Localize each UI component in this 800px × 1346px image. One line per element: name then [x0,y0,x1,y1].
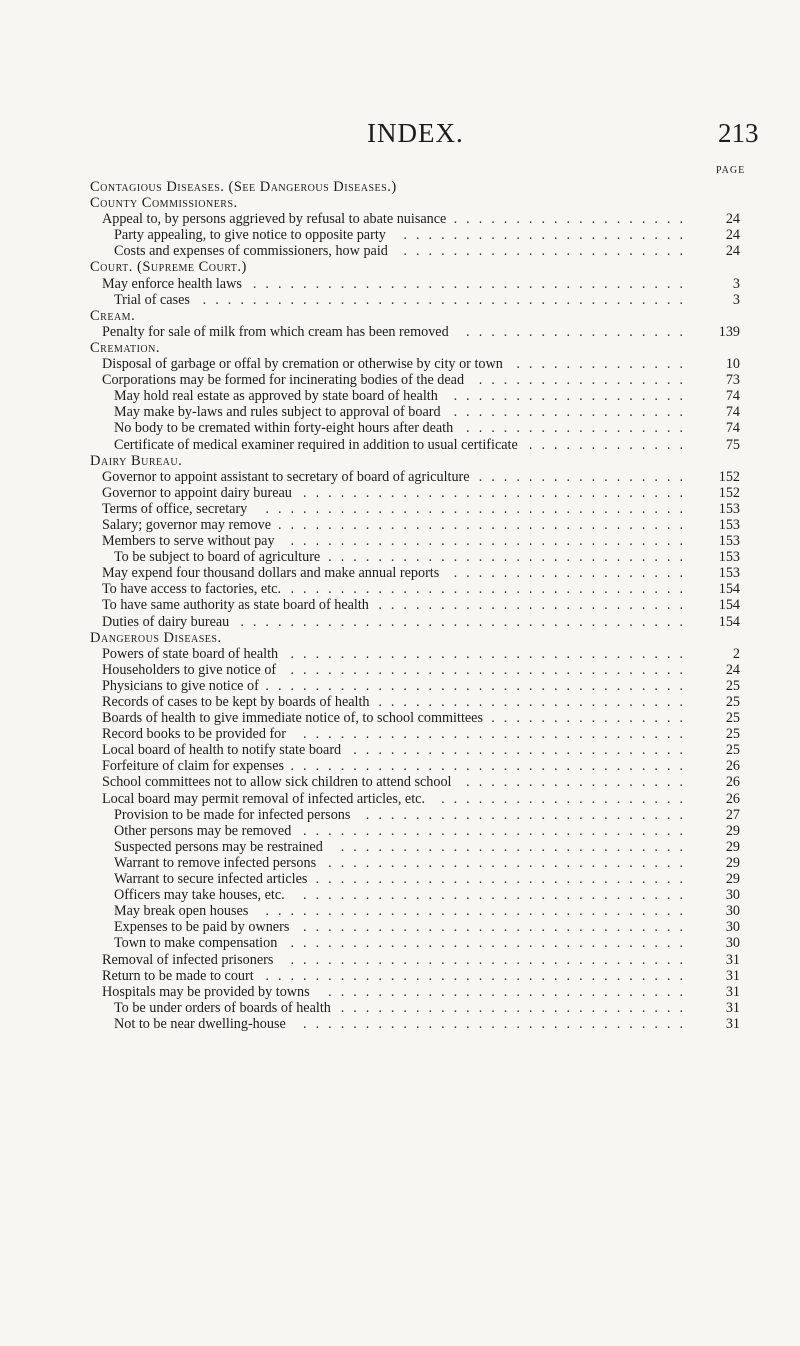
index-heading [90,340,740,356]
entry-page-number: 29 [725,854,740,871]
entry-page-number: 153 [718,500,740,517]
entry-text: Powers of state board of health [102,645,279,662]
entry-page-number: 30 [725,903,740,920]
page-number: 213 [718,118,759,148]
index-entry [90,726,740,742]
dot-leader: ............................... [303,726,692,743]
entry-text: May hold real estate as approved by state board of health [114,388,438,405]
entry-text: Local board may permit removal of infected articles, etc. [102,790,426,807]
entry-page-number: 3 [732,291,740,308]
index-heading [90,308,740,324]
index-entry [90,839,740,855]
entry-text: Penalty for sale of milk from which cream has been removed [102,323,449,340]
heading-text: Contagious Diseases. (See Dangerous Diseases.) [90,179,397,195]
entry-text: May enforce health laws [102,275,242,292]
dot-leader: ....................................... [202,291,692,308]
entry-text: Householders to give notice of [102,661,277,678]
dot-leader: ................................ [290,645,692,662]
index-entry [90,372,740,388]
dot-leader: .............................. [315,871,692,888]
entry-text: To have same authority as state board of health [102,597,369,614]
entry-text: Certificate of medical examiner required in addition to usual certificate [114,436,518,453]
entry-text: May expend four thousand dollars and make annual reports [102,565,440,582]
index-entry [90,710,740,726]
dot-leader: ................. [478,468,692,485]
index-entry [90,533,740,549]
dot-leader: ................................ [290,533,692,550]
index-entry [90,581,740,597]
index-entry [90,919,740,935]
entry-page-number: 25 [725,710,740,727]
dot-leader: ................................ [290,661,692,678]
dot-leader: ................................ [290,951,692,968]
entry-page-number: 152 [718,484,740,501]
index-entry [90,420,740,436]
dot-leader: ........................... [353,742,692,759]
entry-page-number: 25 [725,677,740,694]
dot-leader: .................. [466,323,692,340]
entry-page-number: 29 [725,838,740,855]
dot-leader: .................. [466,774,692,791]
entry-text: Costs and expenses of commissioners, how paid [114,243,388,260]
index-entries [90,179,740,1032]
entry-text: Return to be made to court [102,967,254,984]
entry-text: School committees not to allow sick children to attend school [102,774,452,791]
index-entry [90,469,740,485]
heading-text: Cream. [90,307,136,324]
dot-leader: ................ [491,710,692,727]
dot-leader: ......................... [378,694,692,710]
index-entry [90,565,740,581]
entry-text: Corporations may be formed for incinerating bodies of the dead [102,372,465,389]
entry-page-number: 26 [725,774,740,791]
dot-leader: ............................... [303,887,692,904]
entry-text: Warrant to remove infected persons [114,854,317,871]
entry-page-number: 26 [725,758,740,775]
index-entry [90,774,740,790]
index-entry [90,227,740,243]
entry-text: Removal of infected prisoners [102,951,274,968]
index-entry [90,243,740,259]
entry-page-number: 74 [725,404,740,421]
entry-text: Local board of health to notify state board [102,742,342,759]
entry-text: Forfeiture of claim for expenses [102,758,285,775]
entry-text: Trial of cases [114,291,190,308]
dot-leader: ............................. [328,983,692,1000]
dot-leader: .................... [441,790,692,807]
entry-text: Salary; governor may remove [102,516,272,533]
entry-text: Other persons may be removed [114,822,292,839]
entry-text: May make by-laws and rules subject to approval of board [114,404,441,421]
index-entry [90,807,740,823]
entry-page-number: 24 [725,661,740,678]
index-entry [90,903,740,919]
entry-text: Not to be near dwelling-house [114,1015,286,1032]
entry-page-number: 153 [718,533,740,550]
dot-leader: ....................... [403,243,692,260]
index-entry [90,871,740,887]
entry-text: May break open houses [114,903,249,920]
dot-leader: ................... [453,211,692,228]
dot-leader: .................................. [265,500,692,517]
entry-page-number: 25 [725,726,740,743]
entry-page-number: 153 [718,565,740,582]
page-title: INDEX. [367,118,464,148]
heading-text: Court. (Supreme Court.) [90,259,247,276]
dot-leader: .................................. [265,677,692,694]
entry-page-number: 73 [725,372,740,389]
dot-leader: ............................... [303,822,692,839]
heading-text: Dangerous Diseases. [90,629,222,646]
index-heading [90,259,740,275]
entry-page-number: 153 [718,549,740,566]
dot-leader: ............................... [303,1015,692,1032]
entry-page-number: 75 [725,436,740,453]
entry-page-number: 10 [725,356,740,373]
entry-page-number: 74 [725,388,740,405]
dot-leader: ................... [453,404,692,421]
entry-text: Party appealing, to give notice to opposite party [114,227,386,244]
entry-text: Record books to be provided for [102,726,287,743]
heading-text: Dairy Bureau. [90,452,183,469]
dot-leader: .................. [466,420,692,437]
dot-leader: ............................... [303,919,692,936]
entry-page-number: 31 [725,967,740,984]
page-column-label: PAGE [716,165,746,176]
index-heading [90,630,740,646]
index-entry [90,292,740,308]
index-entry [90,694,740,710]
index-entry [90,984,740,1000]
entry-text: Disposal of garbage or offal by cremation or otherwise by city or town [102,356,503,373]
entry-page-number: 152 [718,468,740,485]
index-entry [90,742,740,758]
entry-page-number: 29 [725,871,740,888]
dot-leader: ............................. [328,854,692,871]
entry-page-number: 153 [718,516,740,533]
dot-leader: ................. [478,372,692,389]
entry-text: Expenses to be paid by owners [114,919,290,936]
index-entry [90,388,740,404]
index-entry [90,517,740,533]
heading-text: County Commissioners. [90,195,238,212]
index-entry [90,855,740,871]
dot-leader: ................................ [290,935,692,952]
dot-leader: .......................... [365,806,692,823]
entry-page-number: 31 [725,999,740,1016]
index-entry [90,614,740,630]
entry-page-number: 2 [732,645,740,662]
entry-page-number: 31 [725,1015,740,1032]
index-entry [90,324,740,340]
index-entry [90,952,740,968]
entry-text: Provision to be made for infected persons [114,806,351,823]
entry-text: Suspected persons may be restrained [114,838,323,855]
entry-page-number: 154 [718,597,740,614]
index-heading [90,453,740,469]
entry-text: Appeal to, by persons aggrieved by refusal to abate nuisance [102,211,447,228]
entry-text: Officers may take houses, etc. [114,887,285,904]
dot-leader: ................................... [252,275,692,292]
entry-text: Records of cases to be kept by boards of health [102,694,370,710]
index-entry [90,597,740,613]
index-entry [90,935,740,951]
entry-page-number: 25 [725,694,740,710]
entry-page-number: 31 [725,983,740,1000]
entry-page-number: 154 [718,613,740,630]
entry-text: Hospitals may be provided by towns [102,983,310,1000]
index-entry [90,823,740,839]
index-entry [90,646,740,662]
dot-leader: ............................... [303,484,692,501]
dot-leader: ............................ [340,838,692,855]
dot-leader: ................................ [290,581,692,598]
dot-leader: ......................... [378,597,692,614]
index-heading [90,195,740,211]
heading-text: Cremation. [90,339,160,356]
dot-leader: ............................. [328,549,692,566]
entry-page-number: 26 [725,790,740,807]
entry-page-number: 30 [725,919,740,936]
dot-leader: ................................ [290,758,692,775]
index-entry [90,211,740,227]
index-entry [90,485,740,501]
entry-text: Boards of health to give immediate notice of, to school committees [102,710,483,727]
dot-leader: ....................... [403,227,692,244]
dot-leader: .................................. [265,967,692,984]
entry-page-number: 25 [725,742,740,759]
entry-text: To have access to factories, etc. [102,581,282,598]
index-entry [90,791,740,807]
entry-page-number: 24 [725,243,740,260]
index-entry [90,437,740,453]
index-entry [90,678,740,694]
entry-text: No body to be cremated within forty-eight hours after death [114,420,454,437]
entry-text: Duties of dairy bureau [102,613,230,630]
entry-page-number: 139 [718,323,740,340]
entry-page-number: 31 [725,951,740,968]
index-entry [90,887,740,903]
dot-leader: ................... [453,565,692,582]
entry-page-number: 30 [725,935,740,952]
entry-text: Town to make compensation [114,935,278,952]
index-entry [90,404,740,420]
index-entry [90,1016,740,1032]
index-entry [90,549,740,565]
entry-page-number: 154 [718,581,740,598]
dot-leader: .................................... [240,613,692,630]
entry-page-number: 27 [725,806,740,823]
entry-text: Physicians to give notice of [102,677,259,694]
entry-text: Warrant to secure infected articles [114,871,308,888]
entry-page-number: 3 [732,275,740,292]
entry-page-number: 74 [725,420,740,437]
index-entry [90,1000,740,1016]
entry-page-number: 24 [725,211,740,228]
index-entry [90,276,740,292]
entry-text: Governor to appoint assistant to secretary of board of agriculture [102,468,470,485]
dot-leader: ................... [453,388,692,405]
dot-leader: .............. [516,356,692,373]
index-entry [90,968,740,984]
dot-leader: ............. [528,436,692,453]
dot-leader: ................................. [277,516,692,533]
entry-text: To be subject to board of agriculture [114,549,321,566]
index-entry [90,662,740,678]
entry-text: Terms of office, secretary [102,500,248,517]
entry-page-number: 29 [725,822,740,839]
dot-leader: .................................. [265,903,692,920]
entry-text: To be under orders of boards of health [114,999,331,1016]
index-entry [90,356,740,372]
entry-text: Governor to appoint dairy bureau [102,484,292,501]
index-heading [90,179,740,195]
index-entry [90,758,740,774]
page-header [0,118,800,158]
entry-page-number: 24 [725,227,740,244]
index-entry [90,501,740,517]
dot-leader: ............................ [340,999,692,1016]
entry-text: Members to serve without pay [102,533,275,550]
entry-page-number: 30 [725,887,740,904]
